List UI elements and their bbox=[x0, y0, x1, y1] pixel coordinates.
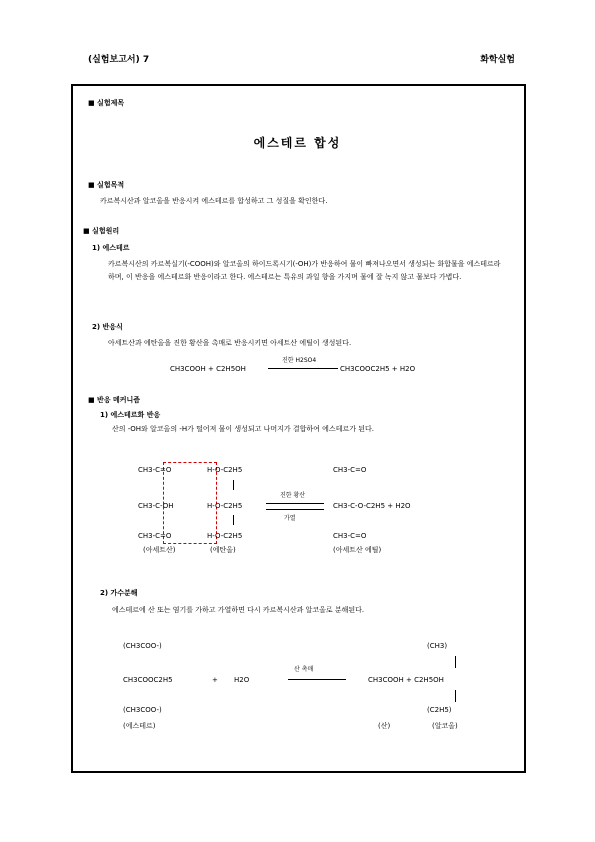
hy-r4a: (에스테르) bbox=[123, 722, 156, 730]
bond-line bbox=[233, 515, 234, 525]
mech-forward-arrow bbox=[266, 503, 324, 504]
equation-left: CH3COOH + C2H5OH bbox=[170, 365, 246, 373]
subsection-mechanism-heading: 1) 에스테르화 반응 bbox=[100, 411, 161, 419]
header-right: 화학실험 bbox=[480, 55, 515, 65]
subsection-ester-heading: 1) 에스테르 bbox=[92, 244, 130, 252]
bond-line bbox=[233, 480, 234, 490]
mech-r4c: (아세트산 에틸) bbox=[333, 546, 382, 554]
hy-r2a: CH3COOC2H5 bbox=[123, 676, 173, 684]
mech-condition-top: 진한 황산 bbox=[280, 492, 306, 499]
mech-r3c: CH3-C=O bbox=[333, 532, 367, 540]
mech-r3a: CH3-C=O bbox=[138, 532, 172, 540]
header-left: (실험보고서) 7 bbox=[88, 55, 150, 65]
hy-r4c: (산) bbox=[378, 722, 391, 730]
mech-r2c: CH3-C-O-C2H5 + H2O bbox=[333, 502, 411, 510]
hy-plus: + bbox=[212, 676, 218, 684]
hy-r3a: (CH3COO-) bbox=[123, 706, 162, 714]
section-top-heading: ■ 실험제목 bbox=[88, 99, 125, 107]
mech-condition-bottom: 가열 bbox=[284, 515, 296, 522]
subsection-equation-text: 아세트산과 에탄올을 진한 황산을 촉매로 반응시키면 아세트산 에틸이 생성된다. bbox=[108, 339, 352, 347]
mech-r1a: CH3-C=O bbox=[138, 466, 172, 474]
bond-line bbox=[455, 656, 456, 668]
equation-right: CH3COOC2H5 + H2O bbox=[340, 365, 416, 373]
mech-r4a: (아세트산) bbox=[143, 546, 176, 554]
subsection-mechanism-text: 산의 -OH와 알코올의 -H가 떨어져 물이 생성되고 나머지가 결합하여 에스테르가 된다. bbox=[112, 425, 374, 433]
equation-arrow bbox=[268, 368, 338, 369]
equation-condition: 진한 H2SO4 bbox=[282, 357, 317, 364]
mech-reverse-arrow bbox=[266, 509, 324, 510]
hy-arrow bbox=[288, 679, 346, 680]
hy-r2b: H2O bbox=[234, 676, 250, 684]
subsection-hydrolysis-heading: 2) 가수분해 bbox=[100, 589, 138, 597]
section-principle-heading: ■ 실험원리 bbox=[83, 227, 120, 235]
mech-r3b: H-O-C2H5 bbox=[207, 532, 243, 540]
subsection-ester-text: 카르복시산의 카르복실기(-COOH)와 알코올의 하이드록시기(-OH)가 반응하여 물이 빠져나오면서 생성되는 화합물을 에스테르라 하며, 이 반응을 에스테르화 반응이라고 한다. 에스테르는 특유의 과일 향을 가지며 물에 잘 녹지 않고 물보다 가볍다. bbox=[108, 260, 501, 281]
section-purpose-heading: ■ 실험목적 bbox=[88, 181, 125, 189]
subsection-hydrolysis-text: 에스테르에 산 또는 염기를 가하고 가열하면 다시 카르복시산과 알코올로 분해된다. bbox=[112, 606, 365, 614]
mech-r1c: CH3-C=O bbox=[333, 466, 367, 474]
hy-r2c: CH3COOH + C2H5OH bbox=[368, 676, 444, 684]
section-purpose-text: 카르복시산과 알코올을 반응시켜 에스테르를 합성하고 그 성질을 확인한다. bbox=[100, 197, 328, 205]
mech-r2b: H-O-C2H5 bbox=[207, 502, 243, 510]
subsection-equation-heading: 2) 반응식 bbox=[92, 323, 123, 331]
bond-line bbox=[455, 690, 456, 702]
hy-condition: 산 촉매 bbox=[294, 666, 314, 673]
section-mechanism-heading: ■ 반응 메커니즘 bbox=[88, 396, 141, 404]
mech-r1b: H-O-C2H5 bbox=[207, 466, 243, 474]
hy-r1a: (CH3COO-) bbox=[123, 642, 162, 650]
mech-r2a: CH3-C-OH bbox=[138, 502, 174, 510]
document-title: 에스테르 합성 bbox=[253, 136, 342, 150]
mech-r4b: (에탄올) bbox=[210, 546, 236, 554]
hy-r3c: (C2H5) bbox=[427, 706, 452, 714]
hy-r4d: (알코올) bbox=[432, 722, 458, 730]
hy-r1c: (CH3) bbox=[427, 642, 448, 650]
